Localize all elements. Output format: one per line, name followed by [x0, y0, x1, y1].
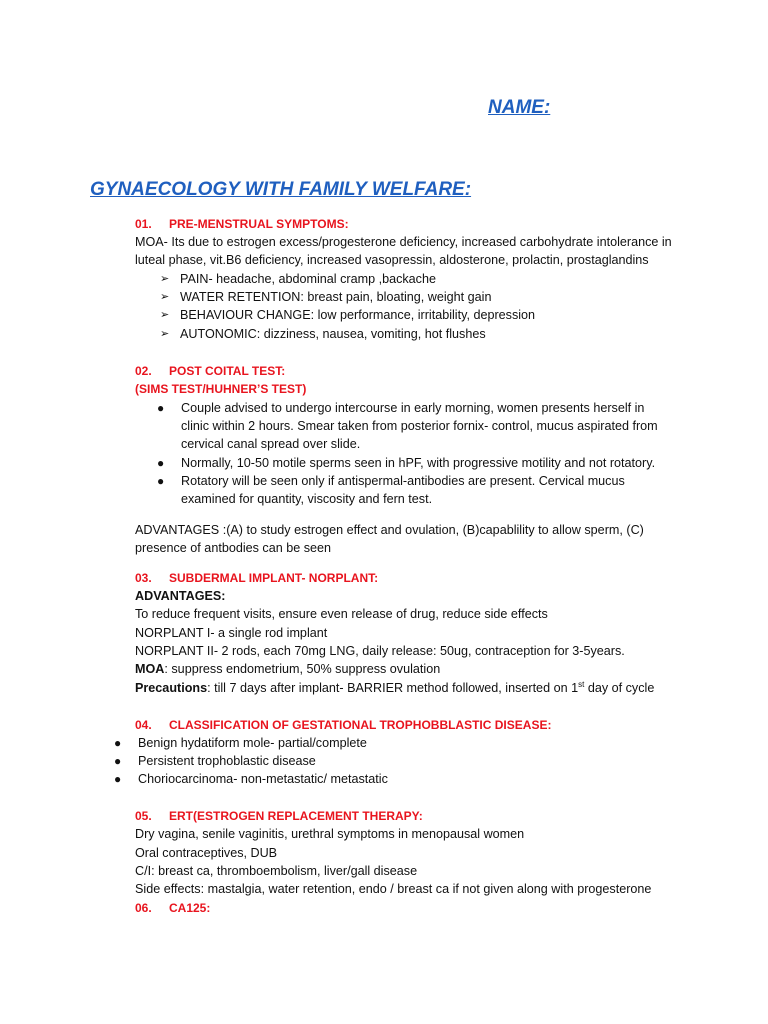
section-number: 02.: [135, 364, 152, 378]
list-item: ● Persistent trophoblastic disease: [138, 752, 316, 770]
moa-label: MOA: [135, 662, 165, 676]
bullet-icon: ●: [157, 401, 165, 415]
section-number: 04.: [135, 718, 152, 732]
section-heading-05: [135, 807, 423, 825]
arrow-bullet-icon: ➢: [160, 273, 170, 285]
list-item: ● Rotatory will be seen only if antispermal-antibodies are present. Cervical mucus examined for quantity, viscosity and fern test.: [157, 474, 625, 507]
section-heading-01: [135, 215, 349, 233]
section-heading-02: [135, 362, 285, 380]
text-line: Dry vagina, senile vaginitis, urethral symptoms in menopausal women: [135, 827, 525, 841]
list-item: ➢ BEHAVIOUR CHANGE: low performance, irritability, depression: [180, 306, 535, 324]
list-item: ➢ WATER RETENTION: breast pain, bloating, weight gain: [180, 288, 491, 306]
text-line: NORPLANT II- 2 rods, each 70mg LNG, daily release: 50ug, contraception for 3-5years.: [135, 644, 625, 658]
list-item: ➢ AUTONOMIC: dizziness, nausea, vomiting, hot flushes: [180, 325, 486, 343]
text-line: C/I: breast ca, thromboembolism, liver/gall disease: [135, 864, 418, 878]
section-title: CA125:: [169, 901, 211, 915]
advantages-label: ADVANTAGES:: [135, 589, 226, 603]
advantages-line-2: presence of antbodies can be seen: [135, 541, 332, 555]
list-item: ● Couple advised to undergo intercourse in early morning, women presents herself in clinic within 2 hours. Smear taken from posterior fornix- control, mucus aspirated from cervical canal spread over slide.: [157, 401, 658, 452]
moa-line: MOA: suppress endometrium, 50% suppress ovulation: [135, 662, 441, 676]
list-item: ➢ PAIN- headache, abdominal cramp ,backache: [180, 270, 436, 288]
precautions-label: Precautions: [135, 681, 208, 695]
bullet-icon: ●: [114, 772, 122, 786]
text-line: To reduce frequent visits, ensure even release of drug, reduce side effects: [135, 607, 548, 621]
bullet-icon: ●: [114, 754, 122, 768]
bullet-icon: ●: [157, 474, 165, 488]
section-title: POST COITAL TEST:: [169, 364, 286, 378]
list-item: ● Choriocarcinoma- non-metastatic/ metastatic: [138, 770, 388, 788]
moa-line-1: MOA- Its due to estrogen excess/progesterone deficiency, increased carbohydrate intolerance in: [135, 235, 672, 249]
section-heading-06: [135, 899, 210, 917]
moa-line-2: luteal phase, vit.B6 deficiency, increased vasopressin, aldosterone, prolactin, prostaglandins: [135, 253, 649, 267]
bullet-icon: ●: [114, 736, 122, 750]
section-title: PRE-MENSTRUAL SYMPTOMS:: [169, 217, 349, 231]
list-item: ● Normally, 10-50 motile sperms seen in hPF, with progressive motility and not rotatory.: [181, 454, 655, 472]
advantages-line-1: ADVANTAGES :(A) to study estrogen effect and ovulation, (B)capablility to allow sperm, (C): [135, 523, 644, 537]
section-number: 06.: [135, 901, 152, 915]
section-title: CLASSIFICATION OF GESTATIONAL TROPHOBBLASTIC DISEASE:: [169, 718, 552, 732]
precautions-line: Precautions: till 7 days after implant- BARRIER method followed, inserted on 1st day of cycle: [135, 679, 655, 695]
section-number: 05.: [135, 809, 152, 823]
section-heading-04: [135, 716, 551, 734]
arrow-bullet-icon: ➢: [160, 328, 170, 340]
arrow-bullet-icon: ➢: [160, 291, 170, 303]
section-subtitle: (SIMS TEST/HUHNER’S TEST): [135, 382, 307, 396]
text-line: Oral contraceptives, DUB: [135, 846, 278, 860]
page-title: GYNAECOLOGY WITH FAMILY WELFARE:: [90, 179, 472, 200]
bullet-icon: ●: [157, 456, 165, 470]
section-number: 03.: [135, 571, 152, 585]
name-label: NAME:: [488, 97, 551, 118]
text-line: Side effects: mastalgia, water retention, endo / breast ca if not given along with progesterone: [135, 882, 652, 896]
section-title: ERT(ESTROGEN REPLACEMENT THERAPY:: [169, 809, 423, 823]
text-line: NORPLANT I- a single rod implant: [135, 626, 328, 640]
list-item: ● Benign hydatiform mole- partial/complete: [138, 734, 367, 752]
arrow-bullet-icon: ➢: [160, 309, 170, 321]
section-heading-03: [135, 569, 378, 587]
section-number: 01.: [135, 217, 152, 231]
section-title: SUBDERMAL IMPLANT- NORPLANT:: [169, 571, 379, 585]
